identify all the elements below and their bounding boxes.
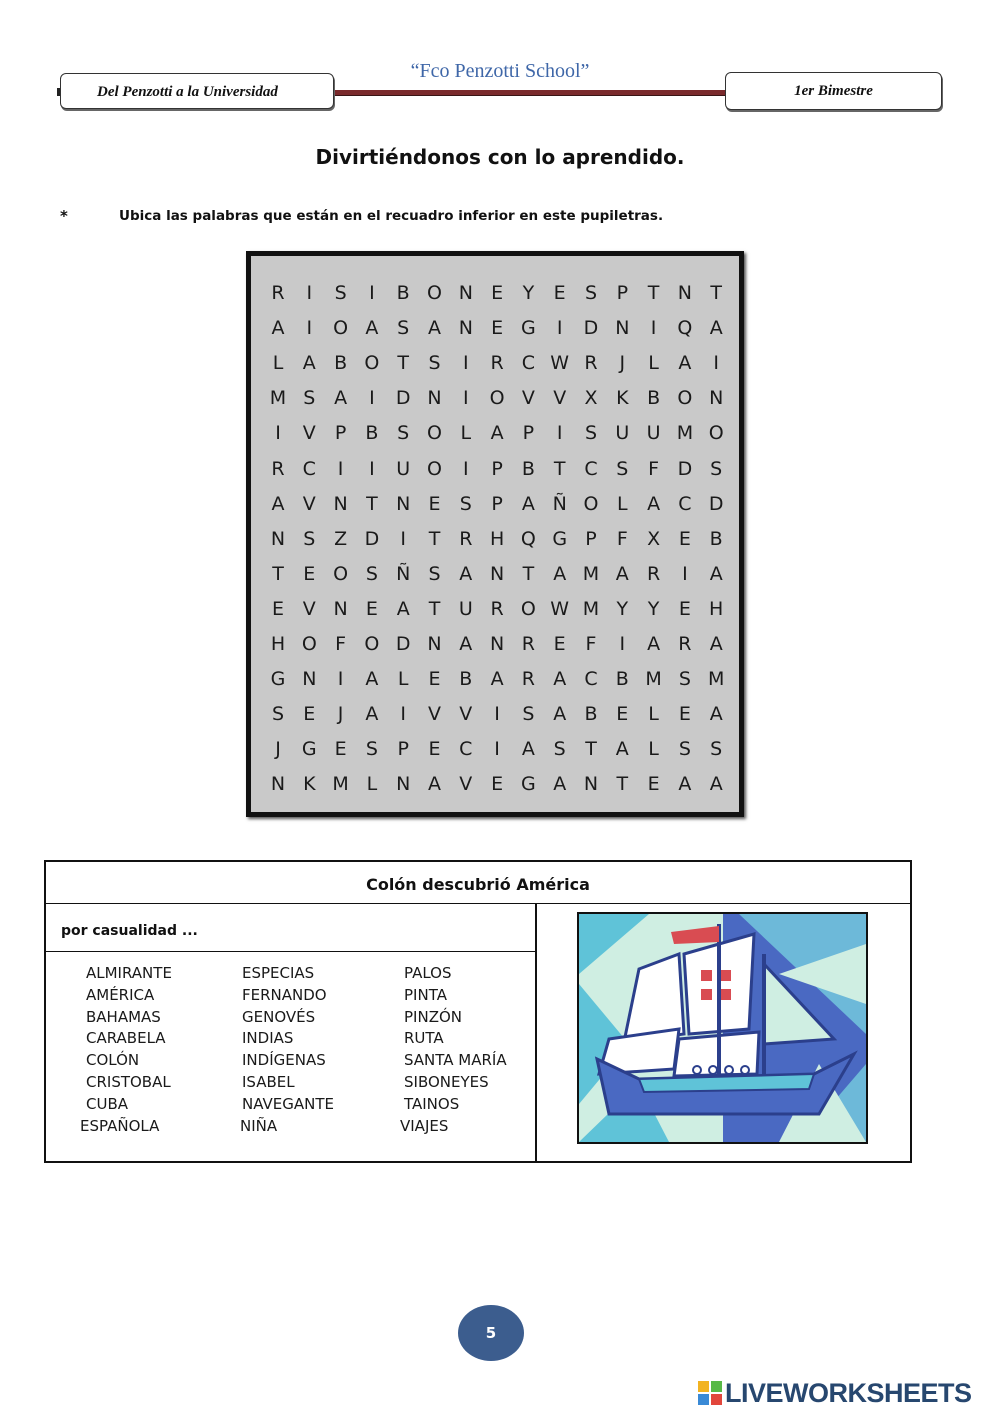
grid-letter[interactable]: C <box>459 738 473 761</box>
grid-letter[interactable]: F <box>648 457 660 480</box>
grid-letter[interactable]: B <box>647 387 661 410</box>
grid-letter[interactable]: U <box>615 422 630 445</box>
grid-letter[interactable]: A <box>365 703 379 726</box>
grid-letter[interactable]: E <box>678 597 691 620</box>
grid-letter[interactable]: T <box>710 282 722 304</box>
motto-box: Del Penzotti a la Universidad <box>60 73 334 109</box>
grid-letter[interactable]: M <box>676 422 694 445</box>
grid-letter[interactable]: B <box>334 352 348 375</box>
grid-letter[interactable]: I <box>369 457 375 480</box>
word-bank-item: ESPAÑOLA <box>80 1116 160 1135</box>
grid-letter[interactable]: V <box>459 703 473 726</box>
grid-letter[interactable]: I <box>462 352 469 375</box>
instruction-bullet: * <box>60 207 68 225</box>
grid-letter[interactable]: O <box>583 492 599 515</box>
grid-letter[interactable]: S <box>553 738 566 761</box>
grid-letter[interactable]: L <box>617 492 628 515</box>
grid-letter[interactable]: S <box>428 562 441 585</box>
grid-letter[interactable]: Q <box>520 527 536 550</box>
word-bank-item: VIAJES <box>400 1116 449 1135</box>
grid-letter[interactable]: A <box>615 562 629 585</box>
grid-letter[interactable]: G <box>270 668 286 691</box>
word-bank-item: FERNANDO <box>242 985 327 1004</box>
grid-letter[interactable]: S <box>303 387 316 410</box>
grid-letter[interactable]: A <box>459 562 473 585</box>
grid-letter[interactable]: O <box>333 317 349 340</box>
school-title: “Fco Penzotti School” <box>410 60 590 82</box>
grid-letter[interactable]: N <box>458 282 473 304</box>
grid-letter[interactable]: A <box>271 317 285 340</box>
grid-letter[interactable]: E <box>678 527 691 550</box>
grid-letter[interactable]: P <box>491 492 503 515</box>
word-search-grid[interactable] <box>246 251 744 817</box>
grid-letter[interactable]: N <box>270 773 286 796</box>
grid-letter[interactable]: D <box>677 457 693 480</box>
grid-letter[interactable]: Ñ <box>552 492 567 515</box>
grid-letter[interactable]: I <box>306 282 313 304</box>
grid-letter[interactable]: A <box>490 422 504 445</box>
grid-letter[interactable]: U <box>396 457 411 480</box>
word-bank-item: AMÉRICA <box>86 985 155 1004</box>
grid-letter[interactable]: I <box>650 317 657 340</box>
grid-letter[interactable]: D <box>395 633 411 655</box>
grid-letter[interactable]: I <box>556 422 563 445</box>
word-bank-item: ISABEL <box>242 1073 295 1091</box>
grid-letter[interactable]: V <box>302 422 316 445</box>
grid-letter[interactable]: B <box>615 668 629 691</box>
grid-letter[interactable]: E <box>428 492 441 515</box>
grid-letter[interactable]: I <box>275 422 281 445</box>
word-bank-item: PINZÓN <box>404 1007 462 1026</box>
grid-letter[interactable]: N <box>333 597 348 620</box>
grid-letter[interactable]: A <box>553 703 567 726</box>
grid-letter[interactable]: I <box>713 352 719 375</box>
grid-letter[interactable]: L <box>272 352 284 375</box>
grid-letter[interactable]: V <box>428 703 441 726</box>
grid-letter[interactable]: V <box>553 387 567 410</box>
grid-letter[interactable]: L <box>366 773 378 796</box>
ship-illustration <box>577 912 868 1144</box>
grid-letter[interactable]: O <box>364 633 380 655</box>
word-bank-item: PINTA <box>404 985 447 1004</box>
grid-letter[interactable]: T <box>272 562 284 585</box>
grid-letter[interactable]: R <box>490 352 504 375</box>
grid-letter[interactable]: D <box>708 492 724 515</box>
grid-letter[interactable]: A <box>365 317 379 340</box>
grid-letter[interactable]: E <box>491 317 504 340</box>
grid-letter[interactable]: C <box>584 457 598 480</box>
word-bank-item: NIÑA <box>240 1116 278 1135</box>
word-bank-item: INDÍGENAS <box>242 1051 326 1070</box>
grid-letter[interactable]: S <box>365 738 378 761</box>
grid-letter[interactable]: S <box>428 352 441 375</box>
grid-letter[interactable]: I <box>369 282 375 304</box>
grid-letter[interactable]: S <box>678 668 691 691</box>
grid-letter[interactable]: S <box>397 422 410 445</box>
grid-letter[interactable]: M <box>645 668 662 691</box>
grid-letter[interactable]: R <box>521 668 535 691</box>
grid-letter[interactable]: A <box>428 773 441 796</box>
grid-letter[interactable]: K <box>616 387 629 410</box>
grid-letter[interactable]: A <box>709 633 723 655</box>
grid-letter[interactable]: R <box>646 562 661 585</box>
grid-letter[interactable]: G <box>301 738 317 761</box>
grid-letter[interactable]: E <box>678 703 691 726</box>
grid-letter[interactable]: P <box>522 422 535 445</box>
word-bank-item: RUTA <box>404 1029 444 1048</box>
grid-letter[interactable]: I <box>682 562 688 585</box>
grid-letter[interactable]: M <box>269 387 287 410</box>
word-bank-item: GENOVÉS <box>242 1007 316 1026</box>
grid-letter[interactable]: R <box>459 527 473 550</box>
grid-letter[interactable]: M <box>707 668 725 691</box>
grid-letter[interactable]: E <box>553 633 566 655</box>
instruction-text: Ubica las palabras que están en el recuadro inferior en este pupiletras. <box>119 208 664 224</box>
grid-letter[interactable]: E <box>271 597 284 620</box>
grid-letter[interactable]: L <box>648 352 659 375</box>
word-bank-item: INDIAS <box>242 1029 294 1048</box>
grid-letter[interactable]: G <box>521 317 536 340</box>
table-title: Colón descubrió América <box>46 862 910 904</box>
grid-letter[interactable]: I <box>306 317 313 340</box>
grid-letter[interactable]: N <box>709 387 724 410</box>
grid-letter[interactable]: T <box>428 527 441 550</box>
grid-letter[interactable]: I <box>556 317 563 340</box>
grid-letter[interactable]: O <box>364 352 380 375</box>
grid-letter[interactable]: H <box>270 633 286 655</box>
grid-letter[interactable]: S <box>678 738 691 761</box>
grid-letter[interactable]: A <box>490 668 504 691</box>
grid-letter[interactable]: O <box>427 282 442 304</box>
grid-letter[interactable]: S <box>710 457 723 480</box>
grid-letter[interactable]: S <box>584 422 598 445</box>
word-bank-item: COLÓN <box>86 1051 140 1070</box>
grid-letter[interactable]: A <box>334 387 348 410</box>
grid-letter[interactable]: T <box>585 738 597 761</box>
grid-letter[interactable]: A <box>647 492 661 515</box>
grid-letter[interactable]: S <box>710 738 723 761</box>
word-bank-item: ESPECIAS <box>242 964 315 982</box>
grid-letter[interactable]: F <box>585 633 597 655</box>
grid-letter[interactable]: A <box>615 738 629 761</box>
grid-letter[interactable]: X <box>584 387 598 410</box>
grid-letter[interactable]: P <box>491 457 503 480</box>
grid-letter[interactable]: D <box>583 317 599 340</box>
grid-letter[interactable]: A <box>521 738 535 761</box>
grid-letter[interactable]: M <box>582 562 600 585</box>
word-bank-item: ALMIRANTE <box>86 964 172 982</box>
grid-letter[interactable]: A <box>709 703 723 726</box>
grid-letter[interactable]: G <box>521 773 536 796</box>
word-bank-item: NAVEGANTE <box>242 1094 335 1113</box>
grid-letter[interactable]: S <box>303 527 316 550</box>
table-divider <box>535 903 537 1161</box>
grid-letter[interactable]: Y <box>647 597 660 620</box>
grid-letter[interactable]: F <box>616 527 628 550</box>
grid-letter[interactable]: B <box>521 457 535 480</box>
grid-letter[interactable]: Z <box>334 527 348 550</box>
word-bank-item: SIBONEYES <box>404 1073 489 1091</box>
grid-letter[interactable]: Ñ <box>396 562 411 585</box>
activity-title: Divirtiéndonos con lo aprendido. <box>315 145 685 169</box>
grid-letter[interactable]: N <box>333 492 348 515</box>
brand-text: LIVEWORKSHEETS <box>725 1377 972 1408</box>
grid-letter[interactable]: I <box>337 457 344 480</box>
grid-letter[interactable]: T <box>428 597 441 620</box>
word-bank-item: CRISTOBAL <box>86 1073 171 1091</box>
grid-letter[interactable]: Q <box>677 317 693 340</box>
grid-letter[interactable]: N <box>270 527 286 550</box>
grid-letter[interactable]: D <box>395 387 411 410</box>
grid-letter[interactable]: M <box>332 773 349 796</box>
header-divider <box>335 90 727 96</box>
grid-letter[interactable]: O <box>520 597 536 620</box>
grid-letter[interactable]: S <box>397 317 410 340</box>
grid-letter[interactable]: Y <box>616 597 629 620</box>
grid-letter[interactable]: A <box>365 668 379 691</box>
grid-letter[interactable]: E <box>647 773 660 796</box>
page-number: 5 <box>458 1305 524 1361</box>
grid-letter[interactable]: S <box>334 282 347 304</box>
period-box: 1er Bimestre <box>725 72 942 110</box>
grid-letter[interactable]: A <box>271 492 285 515</box>
word-bank-item: CARABELA <box>86 1029 166 1048</box>
grid-letter[interactable]: K <box>303 773 316 796</box>
grid-letter[interactable]: E <box>428 738 441 761</box>
grid-letter[interactable]: O <box>708 422 724 445</box>
grid-letter[interactable]: A <box>553 668 567 691</box>
grid-letter[interactable]: A <box>302 352 316 375</box>
grid-letter[interactable]: A <box>647 633 661 655</box>
grid-letter[interactable]: E <box>491 773 504 796</box>
grid-letter[interactable]: R <box>584 352 598 375</box>
grid-letter[interactable]: V <box>302 597 316 620</box>
grid-letter[interactable]: T <box>616 773 629 796</box>
grid-letter[interactable]: P <box>334 422 347 445</box>
grid-letter[interactable]: T <box>553 457 566 480</box>
grid-letter[interactable]: N <box>302 668 317 691</box>
grid-letter[interactable]: T <box>647 282 660 304</box>
grid-letter[interactable]: R <box>490 597 504 620</box>
grid-letter[interactable]: B <box>459 668 473 691</box>
grid-letter[interactable]: N <box>396 492 411 515</box>
grid-letter[interactable]: R <box>521 633 535 655</box>
grid-letter[interactable]: B <box>365 422 379 445</box>
grid-letter[interactable]: N <box>583 773 599 796</box>
grid-letter[interactable]: A <box>709 317 723 340</box>
grid-letter[interactable]: I <box>462 457 469 480</box>
grid-letter[interactable]: F <box>335 633 347 655</box>
grid-letter[interactable]: A <box>709 562 723 585</box>
grid-letter[interactable]: S <box>459 492 472 515</box>
grid-letter[interactable]: I <box>462 387 469 410</box>
grid-letter[interactable]: C <box>302 457 316 480</box>
grid-letter[interactable]: T <box>522 562 535 585</box>
grid-letter[interactable]: H <box>489 527 505 550</box>
grid-letter[interactable]: O <box>427 457 442 480</box>
grid-letter[interactable]: I <box>619 633 626 655</box>
grid-letter[interactable]: I <box>494 703 500 726</box>
grid-letter[interactable]: A <box>428 317 441 340</box>
grid-letter[interactable]: I <box>400 527 406 550</box>
word-bank-item: SANTA MARÍA <box>404 1051 507 1070</box>
grid-letter[interactable]: C <box>678 492 692 515</box>
grid-letter[interactable]: O <box>333 562 349 585</box>
liveworksheets-brand[interactable] <box>698 1376 972 1410</box>
grid-letter[interactable]: R <box>271 282 285 304</box>
grid-letter[interactable]: I <box>337 668 344 691</box>
grid-letter[interactable]: S <box>616 457 629 480</box>
grid-letter[interactable]: A <box>678 773 692 796</box>
grid-letter[interactable]: T <box>397 352 409 375</box>
grid-letter[interactable]: A <box>709 773 723 796</box>
grid-letter[interactable]: M <box>582 597 600 620</box>
word-bank-item: PALOS <box>404 964 452 982</box>
grid-letter[interactable]: B <box>584 703 598 726</box>
grid-letter[interactable]: L <box>460 422 472 445</box>
grid-letter[interactable]: C <box>584 668 598 691</box>
grid-letter[interactable]: O <box>489 387 505 410</box>
grid-letter[interactable]: L <box>648 738 659 761</box>
caravel-icon <box>579 914 866 1142</box>
grid-letter[interactable]: U <box>646 422 661 445</box>
grid-letter[interactable]: W <box>550 352 570 375</box>
grid-letter[interactable]: N <box>458 317 473 340</box>
grid-letter[interactable]: I <box>369 387 375 410</box>
grid-letter[interactable]: L <box>397 668 409 691</box>
grid-letter[interactable]: R <box>678 633 692 655</box>
grid-letter[interactable]: Y <box>522 282 535 304</box>
grid-letter[interactable]: G <box>552 527 568 550</box>
grid-letter[interactable]: A <box>678 352 692 375</box>
grid-letter[interactable]: N <box>396 773 411 796</box>
grid-letter[interactable]: X <box>647 527 661 550</box>
grid-letter[interactable]: I <box>494 738 500 761</box>
table-subtitle: por casualidad ... <box>46 903 535 952</box>
grid-letter[interactable]: E <box>303 703 316 726</box>
grid-letter[interactable]: E <box>491 282 504 304</box>
grid-letter[interactable]: U <box>458 597 473 620</box>
grid-letter[interactable]: N <box>489 633 505 655</box>
grid-letter[interactable]: A <box>521 492 535 515</box>
grid-letter[interactable]: A <box>553 773 567 796</box>
grid-letter[interactable]: N <box>489 562 505 585</box>
grid-letter[interactable]: B <box>396 282 410 304</box>
grid-letter[interactable]: O <box>427 422 442 445</box>
grid-letter[interactable]: B <box>709 527 723 550</box>
grid-letter[interactable]: O <box>301 633 317 655</box>
grid-letter[interactable]: D <box>364 527 380 550</box>
grid-letter[interactable]: E <box>365 597 378 620</box>
word-bank-item: CUBA <box>86 1094 129 1113</box>
grid-letter[interactable]: E <box>428 668 441 691</box>
grid-letter[interactable]: E <box>616 703 629 726</box>
grid-letter[interactable]: P <box>397 738 409 761</box>
grid-letter[interactable]: O <box>677 387 693 410</box>
grid-letter[interactable]: E <box>303 562 316 585</box>
grid-letter[interactable]: N <box>427 633 442 655</box>
grid-letter[interactable]: H <box>709 597 724 620</box>
grid-letter[interactable]: J <box>275 738 281 761</box>
grid-letter[interactable]: V <box>302 492 316 515</box>
grid-letter[interactable]: E <box>334 738 347 761</box>
grid-letter[interactable]: P <box>585 527 597 550</box>
grid-letter[interactable]: N <box>427 387 442 410</box>
liveworksheets-logo-icon <box>698 1381 722 1405</box>
grid-letter[interactable]: V <box>459 773 473 796</box>
grid-letter[interactable]: T <box>366 492 378 515</box>
grid-letter[interactable]: S <box>365 562 378 585</box>
grid-letter[interactable]: A <box>396 597 410 620</box>
grid-letter[interactable]: S <box>522 703 535 726</box>
grid-letter[interactable]: N <box>615 317 630 340</box>
grid-letter[interactable]: C <box>521 352 536 375</box>
grid-letter[interactable]: P <box>616 282 629 304</box>
word-bank-item: BAHAMAS <box>86 1007 161 1026</box>
grid-letter[interactable]: A <box>459 633 473 655</box>
grid-letter[interactable]: V <box>521 387 535 410</box>
grid-letter[interactable]: R <box>271 457 285 480</box>
grid-letter[interactable]: J <box>619 352 626 375</box>
grid-letter[interactable]: W <box>550 597 570 620</box>
grid-letter[interactable]: L <box>648 703 659 726</box>
grid-letter[interactable]: E <box>553 282 566 304</box>
grid-letter[interactable]: A <box>553 562 567 585</box>
word-bank-item: TAINOS <box>404 1094 460 1113</box>
grid-letter[interactable]: J <box>337 703 344 726</box>
grid-letter[interactable]: S <box>271 703 285 726</box>
grid-letter[interactable]: I <box>400 703 406 726</box>
grid-letter[interactable]: S <box>584 282 598 304</box>
grid-letter[interactable]: N <box>677 282 692 304</box>
